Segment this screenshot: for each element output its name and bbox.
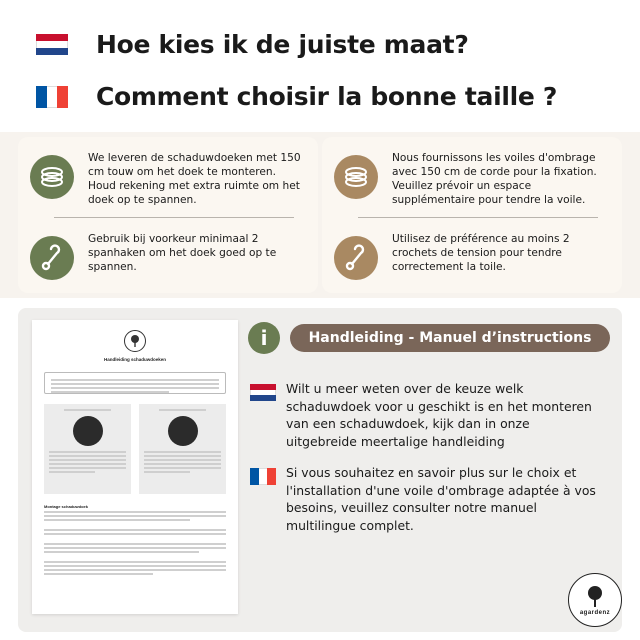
french-flag-icon (36, 86, 68, 108)
divider (358, 217, 598, 218)
doc-column (44, 404, 131, 494)
sun-drops-icon (168, 416, 198, 446)
doc-intro-box (44, 372, 226, 394)
info-icon: i (248, 322, 280, 354)
manual-document-preview[interactable] (32, 320, 238, 614)
manual-text-nl: Wilt u meer weten over de keuze welk schaduwdoek voor u geschikt is en het monteren van een schaduwdoek, kijk dan in onze uitgebreide meertalige handleiding (286, 381, 592, 449)
brand-name: agardenz (579, 609, 611, 616)
manual-desc-fr (250, 464, 604, 534)
doc-title: Handleiding schaduwdoeken (103, 357, 166, 362)
hook-icon (30, 236, 74, 280)
french-flag-icon (250, 468, 276, 485)
info-row-hook-fr (334, 228, 610, 292)
info-text-hook-nl: Gebruik bij voorkeur minimaal 2 spanhaken om het doek goed op te spannen. (88, 233, 277, 273)
rope-coil-icon (30, 155, 74, 199)
title-fr: Comment choisir la bonne taille ? (96, 82, 558, 111)
title-row-fr (36, 82, 557, 111)
info-text-rope-nl: We leveren de schaduwdoeken met 150 cm touw om het doek te monteren. Houd rekening met extra ruimte om het doek op te spannen. (88, 152, 301, 206)
info-text-rope-fr: Nous fournissons les voiles d'ombrage avec 150 cm de corde pour la fixation. Veuillez prévoir un espace supplémentaire pour tendre la voile. (392, 152, 597, 206)
info-row-rope-fr (334, 147, 610, 211)
info-card-nl (18, 137, 318, 293)
manual-desc-nl (250, 380, 604, 450)
title-row-nl (36, 30, 469, 59)
manual-heading: Handleiding - Manuel d’instructions (290, 324, 610, 352)
title-nl: Hoe kies ik de juiste maat? (96, 30, 469, 59)
info-row-rope-nl (30, 147, 306, 211)
drops-icon (73, 416, 103, 446)
rope-coil-icon (334, 155, 378, 199)
info-text-hook-fr: Utilisez de préférence au moins 2 crochets de tension pour tendre correctement la toile. (392, 233, 570, 273)
dutch-flag-icon (36, 34, 68, 56)
hook-icon (334, 236, 378, 280)
tree-logo-icon (585, 585, 605, 609)
tree-logo-icon (124, 330, 146, 352)
divider (54, 217, 294, 218)
brand-logo (568, 573, 622, 627)
info-row-hook-nl (30, 228, 306, 292)
manual-text-fr: Si vous souhaitez en savoir plus sur le choix et l'installation d'une voile d'ombrage adaptée à vos besoins, veuillez consulter notre manuel multilingue complet. (286, 465, 596, 533)
info-card-fr (322, 137, 622, 293)
doc-column (139, 404, 226, 494)
doc-section-title: Montage schaduwdoek (44, 504, 89, 509)
doc-columns (44, 404, 226, 494)
dutch-flag-icon (250, 384, 276, 401)
